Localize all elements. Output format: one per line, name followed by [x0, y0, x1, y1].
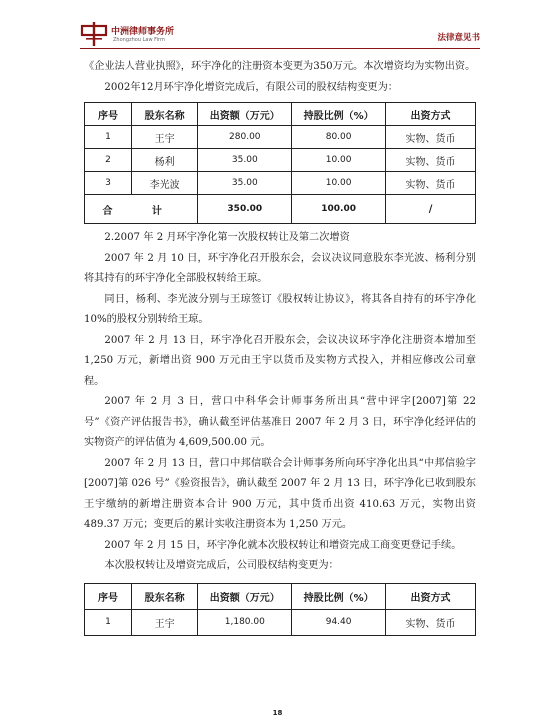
table-header-row: [85, 103, 476, 126]
total-method: /: [386, 195, 476, 224]
cell-amount: 280.00: [198, 126, 292, 149]
cell-no: 1: [85, 609, 132, 635]
firm-name-en: Zhongzhou Law Firm: [113, 37, 165, 43]
cell-no: 1: [85, 126, 132, 149]
paragraph: 2002年12月环宇净化增资完成后，有限公司的股权结构变更为：: [104, 81, 398, 93]
paragraph: 2007 年 2 月 15 日，环宇净化就本次股权转让和增资完成工商变更登记手续。: [104, 539, 462, 551]
cell-no: 2: [85, 149, 132, 172]
table-total-row: [85, 195, 476, 224]
table-row: [85, 172, 476, 195]
cell-ratio: 10.00: [292, 172, 386, 195]
cell-method: 实物、货币: [386, 609, 476, 635]
total-amount: 350.00: [198, 195, 292, 224]
table-row: [85, 149, 476, 172]
total-ratio: 100.00: [292, 195, 386, 224]
cell-method: 实物、货币: [386, 172, 476, 195]
cell-amount: 35.00: [198, 172, 292, 195]
col-header: 序号: [85, 103, 132, 126]
col-header: 出资方式: [386, 583, 476, 609]
col-header: 股东名称: [131, 103, 197, 126]
table-row: [85, 126, 476, 149]
page-header: [80, 22, 480, 50]
cell-method: 实物、货币: [386, 149, 476, 172]
cell-ratio: 10.00: [292, 149, 386, 172]
col-header: 持股比例（%）: [292, 103, 386, 126]
equity-table-2007: [84, 583, 476, 636]
cell-ratio: 94.40: [292, 609, 386, 635]
page-body: [84, 57, 476, 640]
cell-amount: 1,180.00: [198, 609, 292, 635]
firm-logo-icon: [80, 22, 108, 46]
cell-shareholder: 王宇: [131, 609, 197, 635]
col-header: 股东名称: [131, 583, 197, 609]
firm-name-cn: 中洲律师事务所: [111, 27, 175, 37]
total-label: 合 计: [85, 195, 198, 224]
header-rule: [80, 48, 480, 49]
cell-ratio: 80.00: [292, 126, 386, 149]
paragraph: 2007 年 2 月 13 日，营口中邦信联合会计师事务所向环宇净化出具“中邦信验字[2007]第 026 号”《验资报告》，确认截至 2007 年 2 月 13 日，环宇净化已收到股东王宇缴纳的新增注册资本合计 900 万元，其中货币出资 410.63 万元，实物出资 489.37 万元；变更后的累计实收注册资本为 1,250 万元。: [84, 457, 476, 530]
cell-method: 实物、货币: [386, 126, 476, 149]
page-number: 18: [272, 709, 283, 717]
cell-amount: 35.00: [198, 149, 292, 172]
paragraph: 2007 年 2 月 13 日，环宇净化召开股东会，会议决议环宇净化注册资本增加至 1,250 万元，新增出资 900 万元由王宇以货币及实物方式投入，并相应修改公司章程。: [84, 334, 476, 387]
paragraph: 2007 年 2 月 10 日，环宇净化召开股东会，会议决议同意股东李光波、杨利分别将其持有的环宇净化全部股权转给王琼。: [84, 252, 476, 284]
paragraph: 2007 年 2 月 3 日，营口中科华会计师事务所出具“营中评字[2007]第 22 号”《资产评估报告书》，确认截至评估基准日 2007 年 2 月 3 日，环宇净化经评估的实物资产的评估值为 4,609,500.00 元。: [84, 396, 476, 448]
document-type: 法律意见书: [437, 33, 480, 43]
table-header-row: [85, 583, 476, 609]
cell-shareholder: 杨利: [131, 149, 197, 172]
col-header: 序号: [85, 583, 132, 609]
col-header: 出资额（万元）: [198, 583, 292, 609]
cell-shareholder: 李光波: [131, 172, 197, 195]
col-header: 持股比例（%）: [292, 583, 386, 609]
paragraph: 同日，杨利、李光波分别与王琼签订《股权转让协议》，将其各自持有的环宇净化 10%的股权分别转给王琼。: [84, 293, 476, 325]
section-heading: 2.2007 年 2 月环宇净化第一次股权转让及第二次增资: [104, 232, 350, 243]
equity-table-2002: [84, 102, 476, 224]
paragraph: 《企业法人营业执照》，环宇净化的注册资本变更为350万元。本次增资均为实物出资。: [84, 61, 476, 72]
table-row: [85, 609, 476, 635]
cell-shareholder: 王宇: [131, 126, 197, 149]
col-header: 出资方式: [386, 103, 476, 126]
cell-no: 3: [85, 172, 132, 195]
col-header: 出资额（万元）: [198, 103, 292, 126]
paragraph: 本次股权转让及增资完成后，公司股权结构变更为：: [104, 560, 339, 571]
